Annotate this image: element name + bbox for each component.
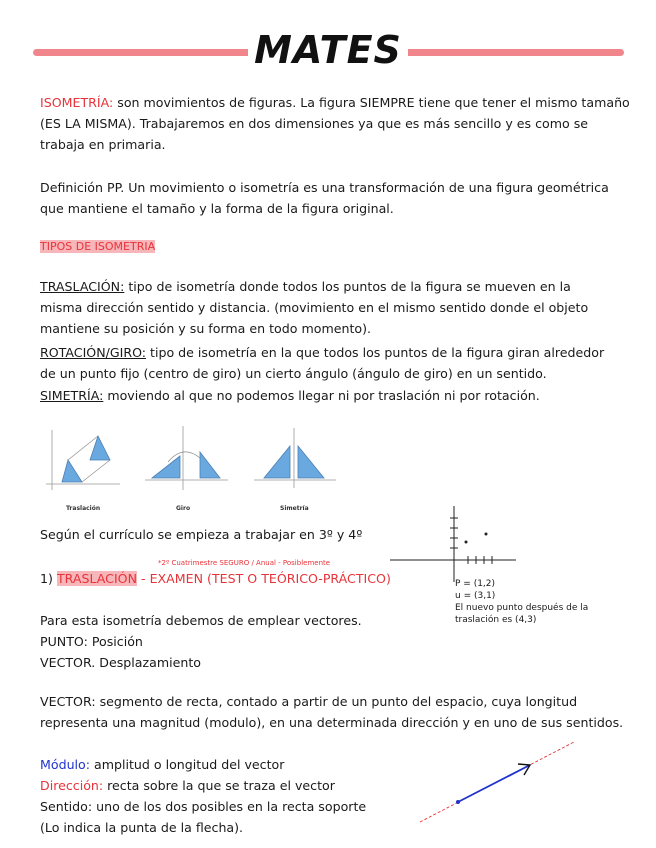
graph-note-u: u = (3,1) (455, 591, 496, 601)
isometria-line-1: ISOMETRÍA: son movimientos de figuras. La figura SIEMPRE tiene que tener el mismo tamaño (40, 95, 630, 110)
rotacion-term: ROTACIÓN/GIRO: (40, 345, 147, 360)
vectores-line-3: VECTOR. Desplazamiento (40, 655, 201, 670)
traslacion-line-1: TRASLACIÓN: tipo de isometría donde todos los puntos de la figura se mueven en la (40, 279, 571, 294)
curriculo-line: Según el currículo se empieza a trabajar en 3º y 4º (40, 527, 363, 542)
direccion-line: Dirección: recta sobre la que se traza el vector (40, 778, 335, 793)
modulo-line: Módulo: amplitud o longitud del vector (40, 757, 285, 772)
tipos-heading: TIPOS DE ISOMETRIA (40, 240, 156, 253)
sentido-line-1: Sentido: uno de los dos posibles en la recta soporte (40, 799, 367, 814)
exam-note: *2º Cuatrimestre SEGURO / Anual - Posiblemente (158, 559, 331, 567)
graph-note-result-1: El nuevo punto después de la (455, 603, 589, 613)
modulo-term: Módulo: (40, 757, 90, 772)
traslacion-line-3: mantiene su posición y su forma en todo momento). (40, 321, 371, 336)
rotacion-line-1: ROTACIÓN/GIRO: tipo de isometría en la que todos los puntos de la figura giran alrededor (40, 345, 605, 360)
simetria-line-1: SIMETRÍA: moviendo al que no podemos llegar ni por traslación ni por rotación. (40, 388, 540, 403)
definicion-line-1: Definición PP. Un movimiento o isometría es una transformación de una figura geométrica (40, 180, 609, 195)
simetria-figure (254, 428, 336, 488)
point-p (465, 541, 468, 544)
figure-label-giro: Giro (176, 505, 191, 512)
sentido-line-2: (Lo indica la punta de la flecha). (40, 820, 244, 835)
rotacion-line-2: de un punto fijo (centro de giro) un cierto ángulo (ángulo de giro) en un sentido. (40, 366, 547, 381)
coordinate-graph (388, 504, 528, 584)
page-title: MATES (0, 28, 656, 72)
graph-note-p: P = (1,2) (455, 579, 496, 589)
traslacion-line-2: misma dirección sentido y distancia. (movimiento en el mismo sentido donde el objeto (40, 300, 589, 315)
figure-label-simetria: Simetría (280, 505, 309, 512)
vector-diagram (418, 738, 578, 826)
graph-notes (455, 578, 588, 626)
isometria-term: ISOMETRÍA: (40, 95, 114, 110)
point-translated (485, 533, 488, 536)
isometry-figures (40, 422, 370, 514)
traslacion-exam-term: TRASLACIÓN (56, 571, 138, 586)
isometria-line-2: (ES LA MISMA). Trabajaremos en dos dimensiones ya que es más sencillo y es como se (40, 116, 589, 131)
vectores-line-1: Para esta isometría debemos de emplear vectores. (40, 613, 362, 628)
giro-figure (145, 426, 228, 490)
direccion-term: Dirección: (40, 778, 104, 793)
traslacion-term: TRASLACIÓN: (40, 279, 125, 294)
vectores-line-2: PUNTO: Posición (40, 634, 143, 649)
vector-def-line-2: representa una magnitud (modulo), en una determinada dirección y en uno de sus sentidos. (40, 715, 624, 730)
traslacion-figure (46, 430, 120, 490)
vector-def-line-1: VECTOR: segmento de recta, contado a partir de un punto del espacio, cuya longitud (40, 694, 578, 709)
definicion-line-2: que mantiene el tamaño y la forma de la figura original. (40, 201, 394, 216)
simetria-term: SIMETRÍA: (40, 388, 104, 403)
figure-label-traslacion: Traslación (66, 505, 101, 512)
isometria-line-3: trabaja en primaria. (40, 137, 166, 152)
graph-note-result-2: traslación es (4,3) (455, 615, 537, 625)
traslacion-exam-line: 1) TRASLACIÓN - EXAMEN (TEST O TEÓRICO-PRÁCTICO) (40, 571, 391, 586)
